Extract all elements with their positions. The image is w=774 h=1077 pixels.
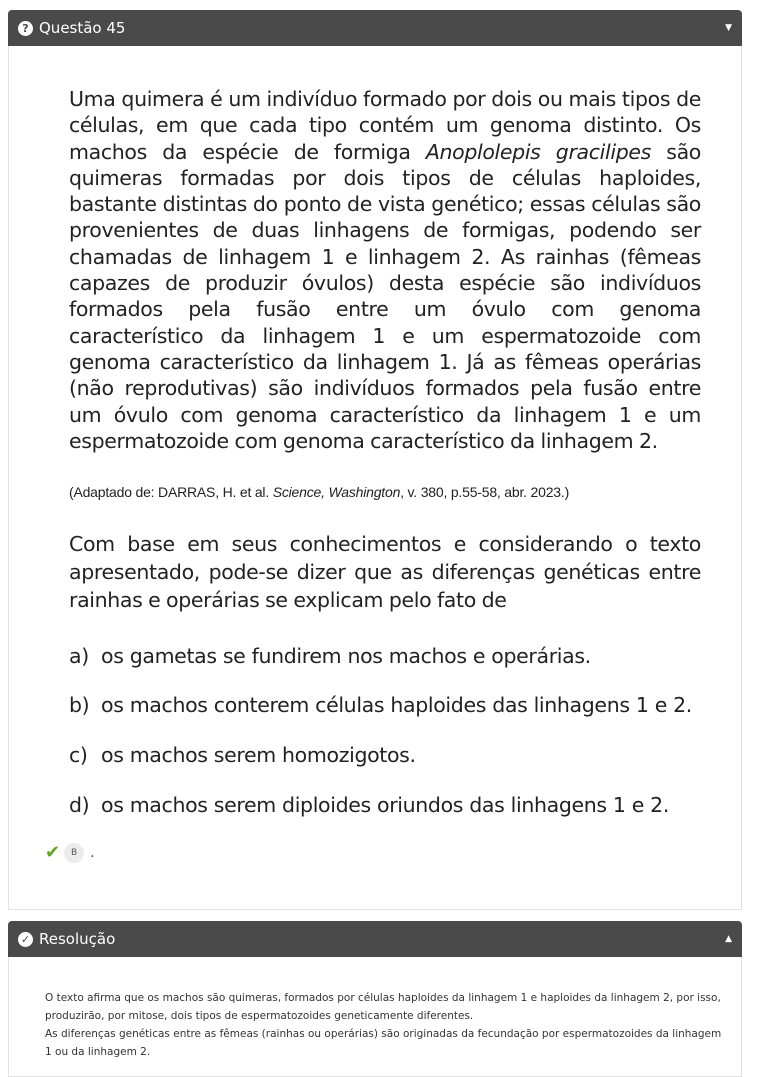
resolution-panel-body [8, 957, 742, 1077]
caret-up-icon[interactable]: ▲ [725, 934, 732, 944]
species-name: Anoplolepis gracilipes [425, 139, 651, 164]
option-c[interactable] [69, 743, 719, 767]
question-prompt: Com base em seus conhecimentos e considerando o texto apresentado, pode-se dizer que as diferenças genéticas entre rainhas e operárias se explicam pelo fato de [69, 532, 701, 612]
question-text-part-1: Uma quimera é um indivíduo formado por dois ou mais tipos de células, em que cada tipo contém um genoma distinto. Os machos da espécie de formiga [69, 87, 701, 164]
question-circle-icon: ? [18, 21, 33, 36]
option-letter: d) [69, 793, 90, 817]
check-circle-icon: ✓ [18, 932, 33, 947]
option-text: os machos conterem células haploides das linhagens 1 e 2. [101, 693, 692, 717]
option-a[interactable] [69, 644, 719, 668]
option-text: os machos serem homozigotos. [101, 743, 416, 767]
option-letter: b) [69, 693, 90, 717]
resolution-line-2: As diferenças genéticas entre as fêmeas (rainhas ou operárias) são originadas da fecundação por espermatozoides da linhagem 1 ou da linhagem 2. [45, 1028, 722, 1058]
option-letter: c) [69, 743, 88, 767]
source-citation [69, 484, 709, 500]
caret-down-icon[interactable]: ▼ [725, 23, 732, 33]
question-text [69, 86, 701, 454]
source-suffix: , v. 380, p.55-58, abr. 2023.) [400, 484, 570, 500]
answer-trailing: . [90, 844, 95, 861]
question-panel-header[interactable] [8, 10, 742, 46]
check-icon: ✔ [45, 842, 61, 863]
correct-answer [45, 842, 95, 863]
resolution-text [45, 989, 725, 1061]
answer-badge: B [64, 843, 84, 863]
source-journal: Science, Washington [272, 484, 401, 500]
question-text-part-2: são quimeras formadas por dois tipos de células haploides, bastante distintas do ponto de vista genético; essas células são provenientes de duas linhagens de formigas, podendo ser chamadas de linhagem 1 e linhagem 2. As rainhas (fêmeas capazes de produzir óvulos) desta espécie são indivíduos formados pela fusão entre um óvulo com genoma característico da linhagem 1 e um espermatozoide com genoma característico da linhagem 1. Já as fêmeas operárias (não reprodutivas) são indivíduos formados pela fusão entre um óvulo com genoma característico da linhagem 1 e um espermatozoide com genoma característico da linhagem 2. [69, 139, 701, 453]
resolution-line-1: O texto afirma que os machos são quimeras, formados por células haploides da linhagem 1 e haploides da linhagem 2, por isso, produzirão, por mitose, dois tipos de espermatozoides geneticamente diferentes. [45, 992, 721, 1022]
question-panel-body [8, 46, 742, 910]
option-letter: a) [69, 644, 89, 668]
resolution-panel-header[interactable] [8, 921, 742, 957]
source-prefix: (Adaptado de: DARRAS, H. et al. [69, 484, 273, 500]
option-b[interactable] [69, 693, 719, 717]
question-title: Questão 45 [39, 19, 126, 37]
resolution-title: Resolução [39, 930, 116, 948]
option-text: os machos serem diploides oriundos das linhagens 1 e 2. [101, 793, 670, 817]
option-d[interactable] [69, 793, 719, 817]
option-text: os gametas se fundirem nos machos e operárias. [101, 644, 591, 668]
